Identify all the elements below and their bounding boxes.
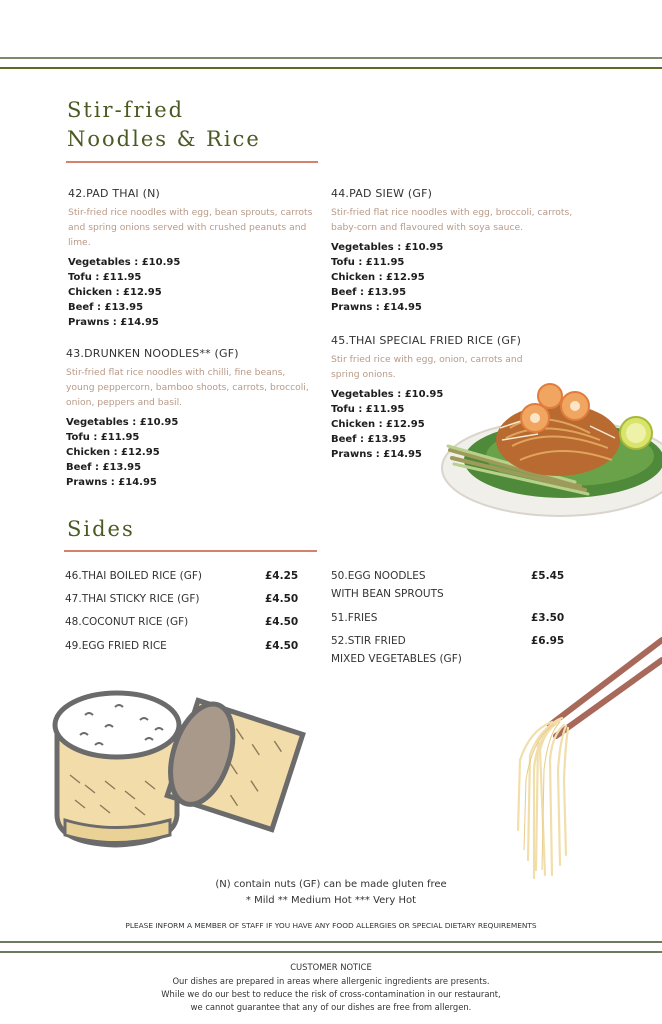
notice-line: Our dishes are prepared in areas where allergenic ingredients are presents. (172, 976, 490, 986)
dish-name: 44.PAD SIEW (GF) (331, 187, 433, 200)
dish-description: Stir-fried flat rice noodles with chilli, fine beans, young peppercorn, bamboo shoots, carrots, broccoli, onion, peppers and basil. (66, 367, 309, 408)
price-tofu: Tofu : £11.95 (66, 432, 140, 443)
price-chicken: Chicken : £12.95 (331, 419, 425, 430)
side-item-price: £4.25 (265, 570, 299, 582)
side-item-price: £5.45 (531, 570, 565, 582)
allergen-legend: (N) contain nuts (GF) can be made gluten free (215, 879, 447, 890)
pad-thai-plate-illustration (440, 368, 662, 523)
notice-line: While we do our best to reduce the risk of cross-contamination in our restaurant, (161, 989, 501, 999)
price-tofu: Tofu : £11.95 (68, 272, 142, 283)
side-item-price: £4.50 (265, 616, 299, 628)
side-item-name (331, 567, 444, 603)
price-chicken: Chicken : £12.95 (66, 447, 160, 458)
price-beef: Beef : £13.95 (331, 434, 407, 445)
side-item-price: £4.50 (265, 640, 299, 652)
side-item-name: 46.THAI BOILED RICE (GF) (65, 570, 202, 582)
price-list (66, 415, 316, 490)
side-item-line-2: MIXED VEGETABLES (GF) (331, 653, 462, 665)
side-item-name: 49.EGG FRIED RICE (65, 640, 167, 652)
side-item-price: £3.50 (531, 612, 565, 624)
menu-item-pad-thai (68, 187, 318, 330)
side-item-name (331, 632, 462, 668)
title-line-1: Stir-fried (67, 98, 185, 122)
price-tofu: Tofu : £11.95 (331, 404, 405, 415)
title-line-2: Noodles & Rice (67, 127, 261, 151)
price-chicken: Chicken : £12.95 (331, 272, 425, 283)
chopsticks-noodles-illustration (490, 630, 662, 880)
side-item-line-2: WITH BEAN SPROUTS (331, 588, 444, 600)
side-item-price: £6.95 (531, 635, 565, 647)
price-list (331, 240, 591, 315)
price-vegetables: Vegetables : £10.95 (68, 257, 181, 268)
dish-name: 43.DRUNKEN NOODLES** (GF) (66, 347, 239, 360)
bottom-border-line-2 (0, 951, 662, 953)
section-divider (64, 550, 317, 552)
price-beef: Beef : £13.95 (68, 302, 144, 313)
notice-line: we cannot guarantee that any of our dishes are free from allergen. (190, 1002, 472, 1012)
allergy-warning: PLEASE INFORM A MEMBER OF STAFF IF YOU HAVE ANY FOOD ALLERGIES OR SPECIAL DIETARY REQUIREMENTS (125, 921, 537, 930)
price-prawns: Prawns : £14.95 (68, 317, 159, 328)
price-prawns: Prawns : £14.95 (331, 302, 422, 313)
rice-basket-icon (25, 685, 310, 855)
price-tofu: Tofu : £11.95 (331, 257, 405, 268)
price-chicken: Chicken : £12.95 (68, 287, 162, 298)
section-title-sides: Sides (67, 517, 135, 541)
price-prawns: Prawns : £14.95 (331, 449, 422, 460)
chopsticks-icon (490, 630, 662, 880)
sticky-rice-basket-illustration (25, 685, 310, 855)
dish-description: Stir fried rice with egg, onion, carrots and spring onions. (331, 354, 523, 380)
customer-notice-body (0, 975, 662, 1014)
price-vegetables: Vegetables : £10.95 (331, 242, 444, 253)
price-vegetables: Vegetables : £10.95 (331, 389, 444, 400)
price-beef: Beef : £13.95 (66, 462, 142, 473)
side-item-line-1: 50.EGG NOODLES (331, 570, 426, 582)
price-vegetables: Vegetables : £10.95 (66, 417, 179, 428)
price-beef: Beef : £13.95 (331, 287, 407, 298)
side-item-price: £4.50 (265, 593, 299, 605)
top-border-line-1 (0, 57, 662, 59)
pad-thai-plate-icon (440, 368, 662, 523)
dish-name: 45.THAI SPECIAL FRIED RICE (GF) (331, 334, 522, 347)
dish-description: Stir-fried flat rice noodles with egg, broccoli, carrots, baby-corn and flavoured with soya sauce. (331, 207, 573, 233)
top-border-line-2 (0, 67, 662, 69)
bottom-border-line-1 (0, 941, 662, 943)
menu-item-drunken-noodles (66, 347, 316, 490)
price-prawns: Prawns : £14.95 (66, 477, 157, 488)
menu-item-pad-siew (331, 187, 591, 315)
dish-name: 42.PAD THAI (N) (68, 187, 160, 200)
section-divider (66, 161, 318, 163)
spice-legend: * Mild ** Medium Hot *** Very Hot (245, 895, 417, 906)
section-title-noodles-rice (67, 96, 261, 154)
customer-notice-title: CUSTOMER NOTICE (290, 962, 372, 972)
side-item-name: 48.COCONUT RICE (GF) (65, 616, 189, 628)
side-item-name: 51.FRIES (331, 612, 378, 624)
price-list (68, 255, 318, 330)
dish-description: Stir-fried rice noodles with egg, bean sprouts, carrots and spring onions served with crushed peanuts and lime. (68, 207, 313, 248)
side-item-line-1: 52.STIR FRIED (331, 635, 406, 647)
side-item-name: 47.THAI STICKY RICE (GF) (65, 593, 200, 605)
